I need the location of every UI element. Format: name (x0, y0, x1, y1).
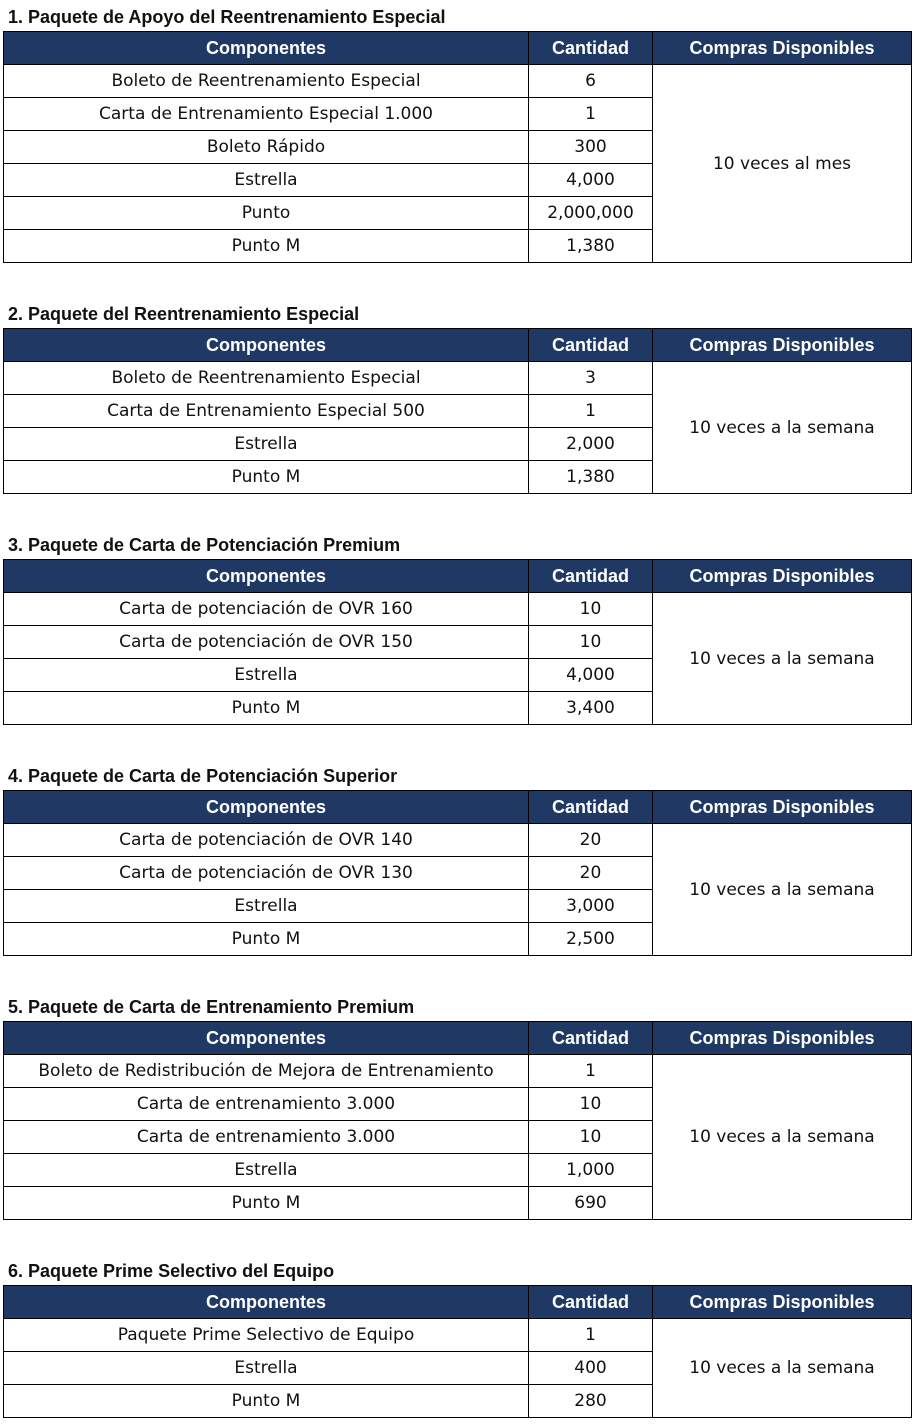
component-cell: Carta de potenciación de OVR 130 (4, 857, 529, 890)
header-row (4, 329, 912, 362)
table-row (4, 362, 912, 395)
header-components: Componentes (4, 32, 529, 65)
component-cell: Punto M (4, 692, 529, 725)
quantity-cell: 280 (529, 1385, 653, 1418)
table-row (4, 1319, 912, 1352)
quantity-cell: 2,000,000 (529, 197, 653, 230)
quantity-cell: 10 (529, 593, 653, 626)
purchases-cell: 10 veces al mes (653, 65, 912, 263)
package-table (3, 31, 912, 263)
quantity-cell: 3,400 (529, 692, 653, 725)
section-title: 3. Paquete de Carta de Potenciación Premium (8, 535, 401, 555)
quantity-cell: 20 (529, 857, 653, 890)
header-quantity: Cantidad (529, 1022, 653, 1055)
quantity-cell: 1,000 (529, 1154, 653, 1187)
quantity-cell: 3 (529, 362, 653, 395)
purchases-cell: 10 veces a la semana (653, 593, 912, 725)
component-cell: Punto M (4, 461, 529, 494)
quantity-cell: 3,000 (529, 890, 653, 923)
table-row (4, 65, 912, 98)
quantity-cell: 1 (529, 395, 653, 428)
header-purchases: Compras Disponibles (653, 32, 912, 65)
component-cell: Punto M (4, 230, 529, 263)
quantity-cell: 4,000 (529, 164, 653, 197)
component-cell: Carta de potenciación de OVR 160 (4, 593, 529, 626)
component-cell: Punto (4, 197, 529, 230)
header-components: Componentes (4, 1022, 529, 1055)
component-cell: Boleto de Redistribución de Mejora de Entrenamiento (4, 1055, 529, 1088)
package-table (3, 1285, 912, 1418)
purchases-cell: 10 veces a la semana (653, 1319, 912, 1418)
table-row (4, 593, 912, 626)
quantity-cell: 10 (529, 1121, 653, 1154)
component-cell: Paquete Prime Selectivo de Equipo (4, 1319, 529, 1352)
header-quantity: Cantidad (529, 1286, 653, 1319)
quantity-cell: 20 (529, 824, 653, 857)
header-quantity: Cantidad (529, 791, 653, 824)
component-cell: Boleto de Reentrenamiento Especial (4, 65, 529, 98)
component-cell: Estrella (4, 659, 529, 692)
component-cell: Carta de entrenamiento 3.000 (4, 1121, 529, 1154)
quantity-cell: 6 (529, 65, 653, 98)
quantity-cell: 10 (529, 626, 653, 659)
header-purchases: Compras Disponibles (653, 1022, 912, 1055)
component-cell: Estrella (4, 1352, 529, 1385)
component-cell: Boleto Rápido (4, 131, 529, 164)
header-purchases: Compras Disponibles (653, 560, 912, 593)
component-cell: Carta de Entrenamiento Especial 1.000 (4, 98, 529, 131)
component-cell: Estrella (4, 428, 529, 461)
component-cell: Punto M (4, 1385, 529, 1418)
header-row (4, 1022, 912, 1055)
header-components: Componentes (4, 1286, 529, 1319)
purchases-cell: 10 veces a la semana (653, 362, 912, 494)
component-cell: Carta de potenciación de OVR 150 (4, 626, 529, 659)
component-cell: Estrella (4, 164, 529, 197)
component-cell: Punto M (4, 923, 529, 956)
header-quantity: Cantidad (529, 329, 653, 362)
package-table (3, 790, 912, 956)
section-title: 1. Paquete de Apoyo del Reentrenamiento Especial (8, 7, 446, 27)
component-cell: Estrella (4, 1154, 529, 1187)
package-table (3, 559, 912, 725)
header-row (4, 32, 912, 65)
component-cell: Carta de potenciación de OVR 140 (4, 824, 529, 857)
quantity-cell: 1 (529, 98, 653, 131)
header-quantity: Cantidad (529, 560, 653, 593)
header-row (4, 1286, 912, 1319)
section-title: 6. Paquete Prime Selectivo del Equipo (8, 1261, 335, 1281)
quantity-cell: 1 (529, 1319, 653, 1352)
quantity-cell: 1,380 (529, 230, 653, 263)
header-purchases: Compras Disponibles (653, 329, 912, 362)
header-purchases: Compras Disponibles (653, 1286, 912, 1319)
quantity-cell: 2,000 (529, 428, 653, 461)
quantity-cell: 2,500 (529, 923, 653, 956)
quantity-cell: 1 (529, 1055, 653, 1088)
component-cell: Carta de Entrenamiento Especial 500 (4, 395, 529, 428)
section-title: 4. Paquete de Carta de Potenciación Superior (8, 766, 398, 786)
header-components: Componentes (4, 791, 529, 824)
package-table (3, 1021, 912, 1220)
header-components: Componentes (4, 329, 529, 362)
quantity-cell: 4,000 (529, 659, 653, 692)
component-cell: Boleto de Reentrenamiento Especial (4, 362, 529, 395)
header-quantity: Cantidad (529, 32, 653, 65)
table-row (4, 1055, 912, 1088)
quantity-cell: 10 (529, 1088, 653, 1121)
purchases-cell: 10 veces a la semana (653, 1055, 912, 1220)
quantity-cell: 300 (529, 131, 653, 164)
package-table (3, 328, 912, 494)
header-row (4, 791, 912, 824)
component-cell: Punto M (4, 1187, 529, 1220)
header-components: Componentes (4, 560, 529, 593)
section-title: 2. Paquete del Reentrenamiento Especial (8, 304, 360, 324)
quantity-cell: 400 (529, 1352, 653, 1385)
purchases-cell: 10 veces a la semana (653, 824, 912, 956)
section-title: 5. Paquete de Carta de Entrenamiento Premium (8, 997, 415, 1017)
quantity-cell: 1,380 (529, 461, 653, 494)
table-row (4, 824, 912, 857)
header-purchases: Compras Disponibles (653, 791, 912, 824)
quantity-cell: 690 (529, 1187, 653, 1220)
component-cell: Estrella (4, 890, 529, 923)
component-cell: Carta de entrenamiento 3.000 (4, 1088, 529, 1121)
header-row (4, 560, 912, 593)
